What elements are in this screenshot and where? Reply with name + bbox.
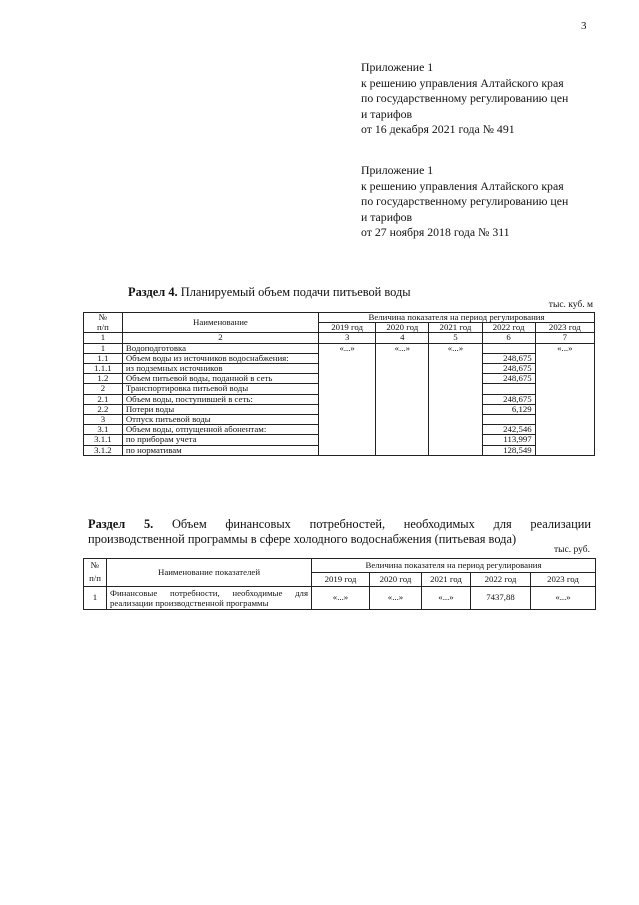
- value-2022: 248,675: [482, 394, 535, 404]
- row-name: по нормативам: [122, 445, 318, 455]
- value-2022: 248,675: [482, 374, 535, 384]
- section-5-heading-line2: производственной программы в сфере холодного водоснабжения (питьевая вода): [88, 532, 517, 546]
- row-number: 3.1.1: [84, 435, 123, 445]
- header-year: 2019 год: [312, 573, 370, 587]
- section-5-label: Раздел 5.: [88, 517, 154, 531]
- row-number: 1.2: [84, 374, 123, 384]
- header-no: №: [84, 559, 107, 573]
- appendix-line: к решению управления Алтайского края: [361, 75, 564, 90]
- appendix-line: и тарифов: [361, 106, 413, 121]
- header-year: 2021 год: [422, 573, 471, 587]
- row-number: 3.1.2: [84, 445, 123, 455]
- header-year: 2023 год: [535, 323, 594, 333]
- appendix-block-current: [361, 60, 631, 138]
- row-number: 1.1: [84, 353, 123, 363]
- header-year: 2019 год: [319, 323, 376, 333]
- appendix-line: Приложение 1: [361, 60, 434, 74]
- value-2022: 248,675: [482, 353, 535, 363]
- table-row: [84, 586, 596, 609]
- row-name: Объем воды, отпущенной абонентам:: [122, 425, 318, 435]
- row-name: Водоподготовка: [122, 343, 318, 353]
- column-number: 2: [122, 333, 318, 343]
- section-5-table: [83, 558, 596, 610]
- appendix-line: по государственному регулированию цен: [361, 91, 569, 105]
- appendix-line: по государственному регулированию цен: [361, 194, 569, 208]
- row-name: Финансовые потребности, необходимые для реализации производственной программы: [107, 586, 312, 609]
- section-5-unit: тыс. руб.: [554, 545, 590, 555]
- row-name: Объем воды из источников водоснабжения:: [122, 353, 318, 363]
- value-2023: «...»: [535, 343, 594, 455]
- header-year: 2022 год: [471, 573, 531, 587]
- header-name: Наименование: [122, 313, 318, 333]
- row-name: Объем воды, поступившей в сеть:: [122, 394, 318, 404]
- row-number: 2.2: [84, 404, 123, 414]
- table-row: [84, 343, 595, 353]
- column-number: 4: [376, 333, 429, 343]
- header-values: Величина показателя на период регулирования: [319, 313, 595, 323]
- value-2022: 248,675: [482, 364, 535, 374]
- header-name: Наименование показателей: [107, 559, 312, 587]
- appendix-block-original: [361, 163, 631, 241]
- row-number: 2: [84, 384, 123, 394]
- row-name: по приборам учета: [122, 435, 318, 445]
- appendix-line: и тарифов: [361, 209, 413, 224]
- value-2022: [482, 384, 535, 394]
- section-4-heading: Планируемый объем подачи питьевой воды: [180, 285, 411, 299]
- section-4-title: [128, 285, 411, 300]
- value-2019: «...»: [312, 586, 370, 609]
- header-values: Величина показателя на период регулирования: [312, 559, 596, 573]
- value-2020: «...»: [370, 586, 422, 609]
- column-number: 6: [482, 333, 535, 343]
- header-year: 2022 год: [482, 323, 535, 333]
- value-2022: 242,546: [482, 425, 535, 435]
- section-4-unit: тыс. куб. м: [548, 300, 593, 310]
- row-number: 2.1: [84, 394, 123, 404]
- appendix-line: к решению управления Алтайского края: [361, 178, 564, 193]
- section-4-label: Раздел 4.: [128, 285, 178, 299]
- row-number: 1.1.1: [84, 364, 123, 374]
- section-5-title: [88, 517, 591, 547]
- section-4-table: [83, 312, 595, 456]
- value-2022: 128,549: [482, 445, 535, 455]
- column-number: 3: [319, 333, 376, 343]
- value-2021: «...»: [429, 343, 482, 455]
- row-number: 1: [84, 586, 107, 609]
- value-2023: «...»: [531, 586, 596, 609]
- row-name: Объем питьевой воды, поданной в сеть: [122, 374, 318, 384]
- value-2022: [482, 415, 535, 425]
- value-2021: «...»: [422, 586, 471, 609]
- column-number: 1: [84, 333, 123, 343]
- value-2022: [482, 343, 535, 353]
- value-2019: «...»: [319, 343, 376, 455]
- value-2022: 113,997: [482, 435, 535, 445]
- value-2020: «...»: [376, 343, 429, 455]
- appendix-line: от 27 ноября 2018 года № 311: [361, 225, 510, 239]
- row-number: 3: [84, 415, 123, 425]
- row-name: Потери воды: [122, 404, 318, 414]
- row-number: 1: [84, 343, 123, 353]
- row-number: 3.1: [84, 425, 123, 435]
- header-year: 2023 год: [531, 573, 596, 587]
- header-no: №: [84, 313, 123, 323]
- column-number: 5: [429, 333, 482, 343]
- value-2022: 7437,88: [471, 586, 531, 609]
- row-name: Отпуск питьевой воды: [122, 415, 318, 425]
- value-2022: 6,129: [482, 404, 535, 414]
- page-number: 3: [581, 20, 587, 32]
- appendix-line: от 16 декабря 2021 года № 491: [361, 122, 515, 136]
- row-name: из подземных источников: [122, 364, 318, 374]
- section-5-heading-line1: Объем финансовых потребностей, необходимых для реализации: [171, 517, 591, 531]
- header-pp: п/п: [84, 323, 123, 333]
- header-year: 2021 год: [429, 323, 482, 333]
- appendix-line: Приложение 1: [361, 163, 434, 177]
- column-number: 7: [535, 333, 594, 343]
- header-year: 2020 год: [370, 573, 422, 587]
- row-name: Транспортировка питьевой воды: [122, 384, 318, 394]
- header-pp: п/п: [84, 573, 107, 587]
- header-year: 2020 год: [376, 323, 429, 333]
